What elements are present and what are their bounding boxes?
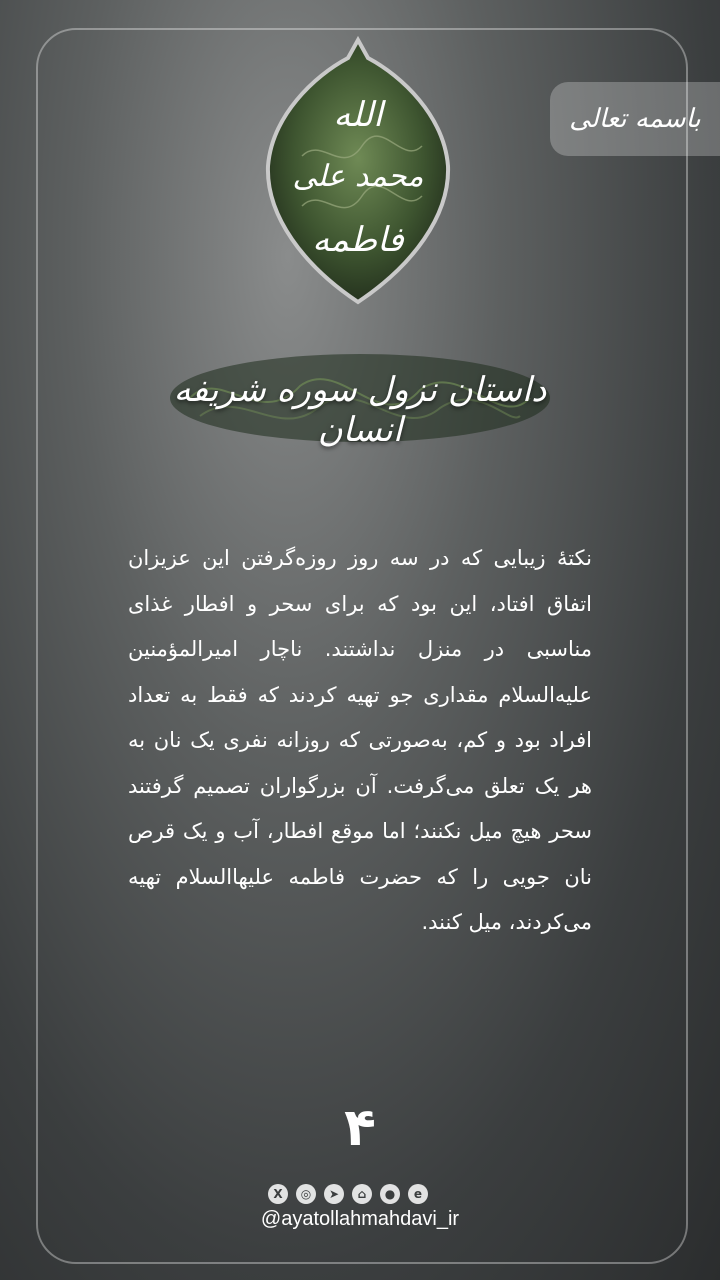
basmeh-badge xyxy=(550,82,720,156)
emblem-line-3: فاطمه xyxy=(312,220,404,260)
title: داستان نزول سوره شریفه انسان xyxy=(173,370,547,450)
instagram-icon[interactable]: ◎ xyxy=(296,1184,316,1204)
badge-text: باسمه تعالی xyxy=(569,104,701,134)
title-banner xyxy=(160,346,560,450)
telegram-icon[interactable]: ➤ xyxy=(324,1184,344,1204)
emblem-line-1: الله xyxy=(333,95,383,135)
emblem-line-2: محمد علی xyxy=(292,159,424,194)
calligraphy-emblem xyxy=(262,36,454,306)
x-icon[interactable]: X xyxy=(268,1184,288,1204)
page-number: ۴ xyxy=(344,1098,376,1158)
film-icon[interactable]: ● xyxy=(380,1184,400,1204)
social-icons xyxy=(268,1183,428,1205)
body-paragraph: نکتۀ زیبایی که در سه روز روزه‌گرفتن این عزیزان اتفاق افتاد، این بود که برای سحر و افطار غذای مناسبی در منزل نداشتند. ناچار امیرالمؤمنین علیه‌السلام مقداری جو تهیه کردند که فقط به تعداد افراد بود و کم، به‌صورتی که روزانه نفری یک نان به هر یک تعلق می‌گرفت. آن بزرگواران تصمیم گرفتند سحر هیچ میل نکنند؛ اما موقع افطار، آب و یک قرص نان جویی را که حضرت فاطمه علیهاالسلام تهیه می‌کردند، میل کنند. xyxy=(128,546,592,934)
mosque-icon[interactable]: ⌂ xyxy=(352,1184,372,1204)
social-handle[interactable]: @ayatollahmahdavi_ir xyxy=(260,1208,460,1230)
eitaa-icon[interactable]: e xyxy=(408,1184,428,1204)
